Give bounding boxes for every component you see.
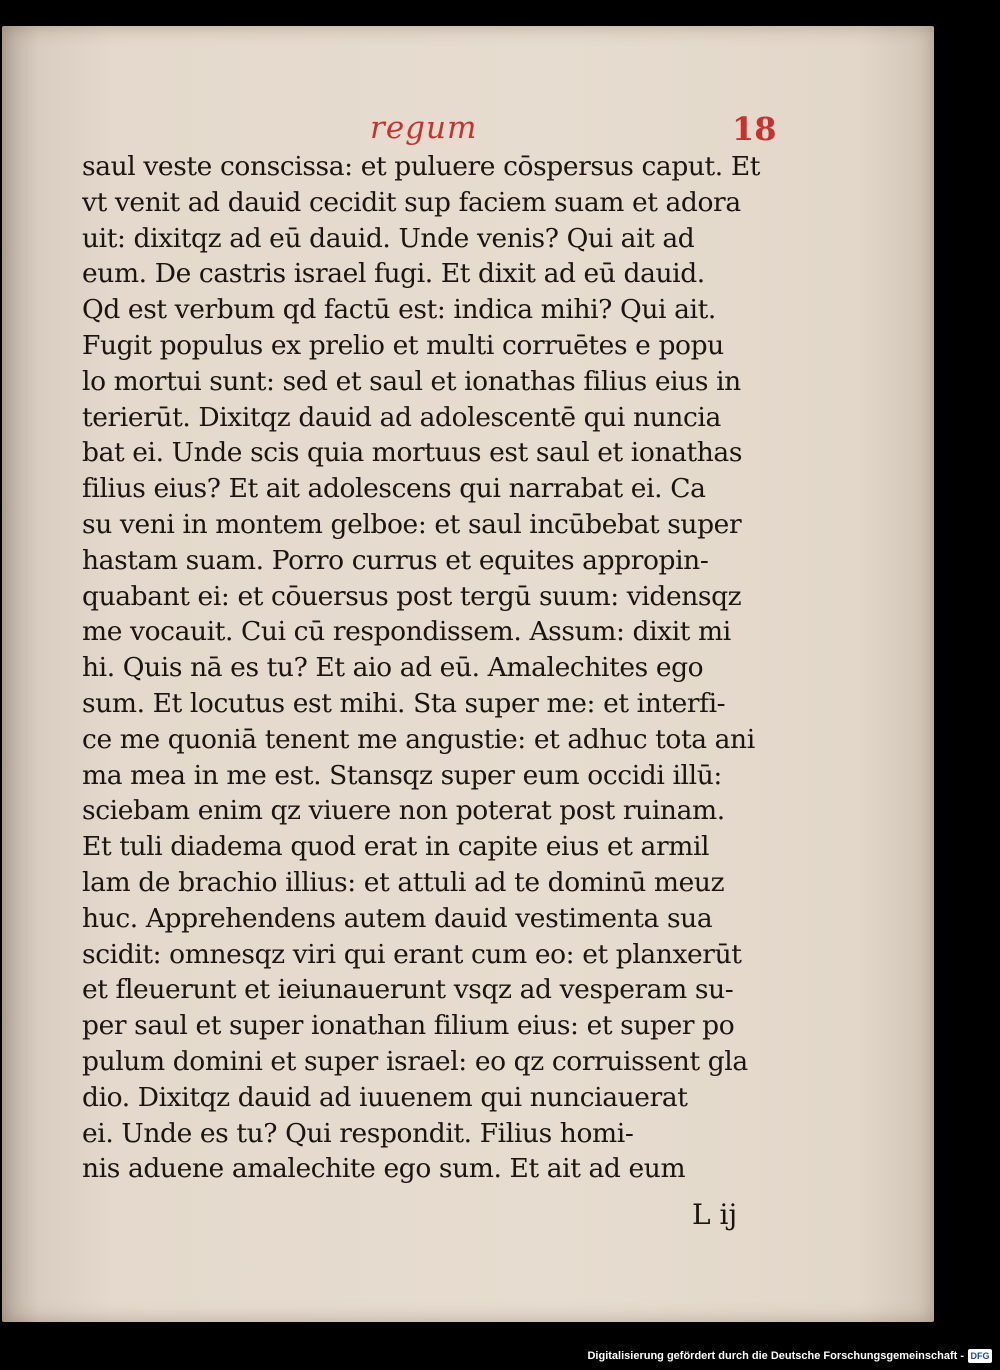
text-line: eum. De castris israel fugi. Et dixit ad eū dauid. [82,258,705,290]
text-line: hi. Quis nā es tu? Et aio ad eū. Amalechites ego [82,652,704,684]
text-line: et fleuerunt et ieiunauerunt vsqz ad vesperam su- [82,974,734,1006]
text-block [82,149,812,1187]
folio-number: 18 [732,110,777,148]
running-head: regum [370,110,478,146]
text-line: sum. Et locutus est mihi. Sta super me: et interfi- [82,687,726,719]
text-line: pulum domini et super israel: eo qz corruissent gla [82,1045,748,1077]
text-line: lo mortui sunt: sed et saul et ionathas filius eius in [82,365,741,397]
signature-mark: L ij [692,1198,738,1231]
text-line: uit: dixitqz ad eū dauid. Unde venis? Qui ait ad [82,222,695,254]
text-line: su veni in montem gelboe: et saul incūbebat super [82,508,742,540]
text-line: me vocauit. Cui cū respondissem. Assum: dixit mi [82,616,731,648]
digitization-credit: Digitalisierung gefördert durch die Deutsche Forschungsgemeinschaft - [587,1350,964,1362]
text-line: nis aduene amalechite ego sum. Et ait ad eum [82,1153,686,1185]
book-page [2,26,934,1322]
text-line: vt venit ad dauid cecidit sup faciem suam et adora [82,186,741,218]
text-line: per saul et super ionathan filium eius: et super po [82,1010,735,1042]
text-line: bat ei. Unde scis quia mortuus est saul et ionathas [82,437,743,469]
text-line: saul veste conscissa: et puluere cōspersus caput. Et [82,151,761,182]
text-line: hastam suam. Porro currus et equites appropin- [82,544,709,576]
text-line: ei. Unde es tu? Qui respondit. Filius homi- [82,1117,634,1149]
text-line: Et tuli diadema quod erat in capite eius et armil [82,831,710,863]
text-line: dio. Dixitqz dauid ad iuuenem qui nunciauerat [82,1081,688,1113]
text-line: ma mea in me est. Stansqz super eum occidi illū: [82,759,722,791]
text-line: terierūt. Dixitqz dauid ad adolescentē qui nuncia [82,401,721,433]
text-line: lam de brachio illius: et attuli ad te dominū meuz [82,866,725,898]
text-line: filius eius? Et ait adolescens qui narrabat ei. Ca [82,473,706,505]
text-line: Fugit populus ex prelio et multi corruētes e popu [82,329,724,361]
text-line: huc. Apprehendens autem dauid vestimenta sua [82,902,713,934]
text-line: quabant ei: et cōuersus post tergū suum: vidensqz [82,580,742,612]
text-line: scidit: omnesqz viri qui erant cum eo: et planxerūt [82,938,742,970]
text-line: Qd est verbum qd factū est: indica mihi? Qui ait. [82,294,716,326]
text-line: sciebam enim qz viuere non poterat post ruinam. [82,795,725,827]
dfg-logo-icon: DFG [968,1349,992,1363]
text-line: ce me quoniā tenent me angustie: et adhuc tota ani [82,723,755,755]
